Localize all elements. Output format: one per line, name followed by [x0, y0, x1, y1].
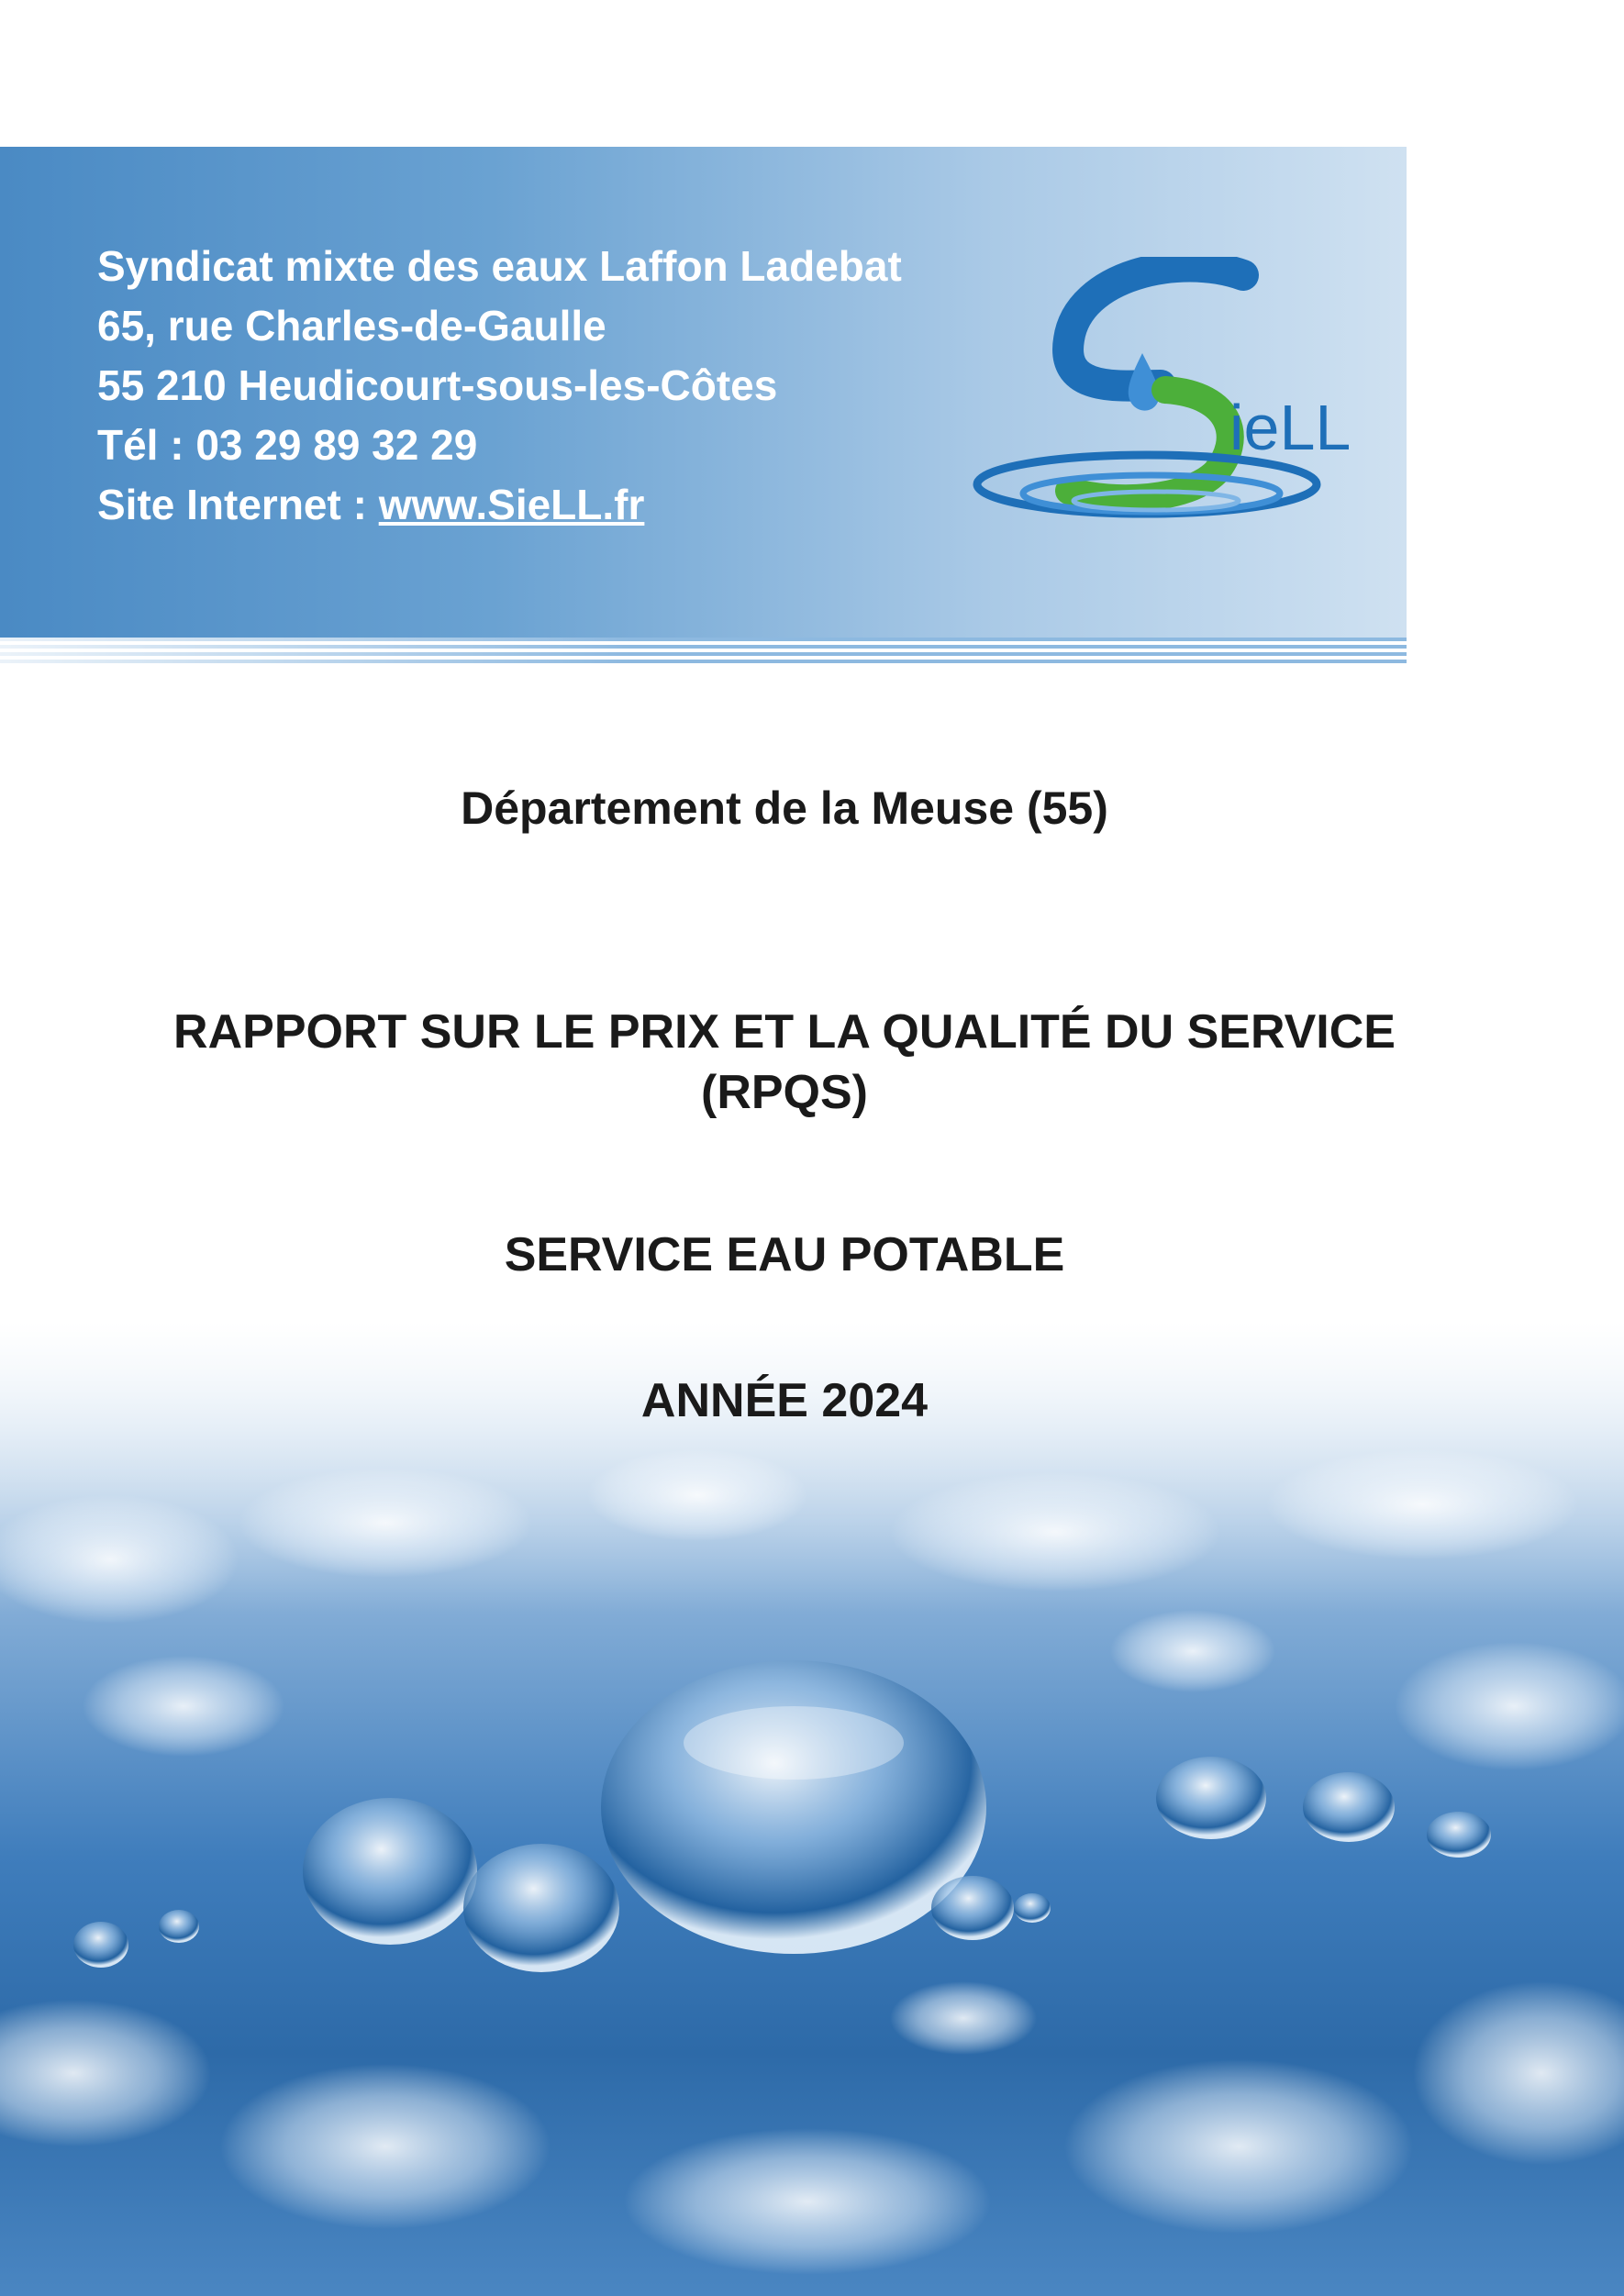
website-link[interactable]: www.SieLL.fr [378, 481, 645, 528]
website-label: Site Internet : [97, 481, 379, 528]
header-stripes [0, 638, 1407, 671]
water-droplets-image [0, 1321, 1624, 2296]
organization-contact-block [97, 237, 902, 535]
address-street: 65, rue Charles-de-Gaulle [97, 302, 606, 349]
address-city: 55 210 Heudicourt-sous-les-Côtes [97, 361, 778, 409]
logo-text: ieLL [1229, 392, 1351, 463]
service-title: SERVICE EAU POTABLE [504, 1228, 1065, 1281]
report-title [0, 1002, 1569, 1123]
siell-logo [968, 257, 1381, 532]
department-title: Département de la Meuse (55) [461, 782, 1108, 834]
year-title: ANNÉE 2024 [640, 1374, 929, 1427]
report-title-line1: RAPPORT SUR LE PRIX ET LA QUALITÉ DU SERVICE [173, 1005, 1396, 1059]
organization-name: Syndicat mixte des eaux Laffon Ladebat [97, 242, 902, 290]
phone-number: Tél : 03 29 89 32 29 [97, 421, 478, 469]
website-line [97, 475, 902, 535]
report-title-line2: (RPQS) [701, 1066, 868, 1119]
